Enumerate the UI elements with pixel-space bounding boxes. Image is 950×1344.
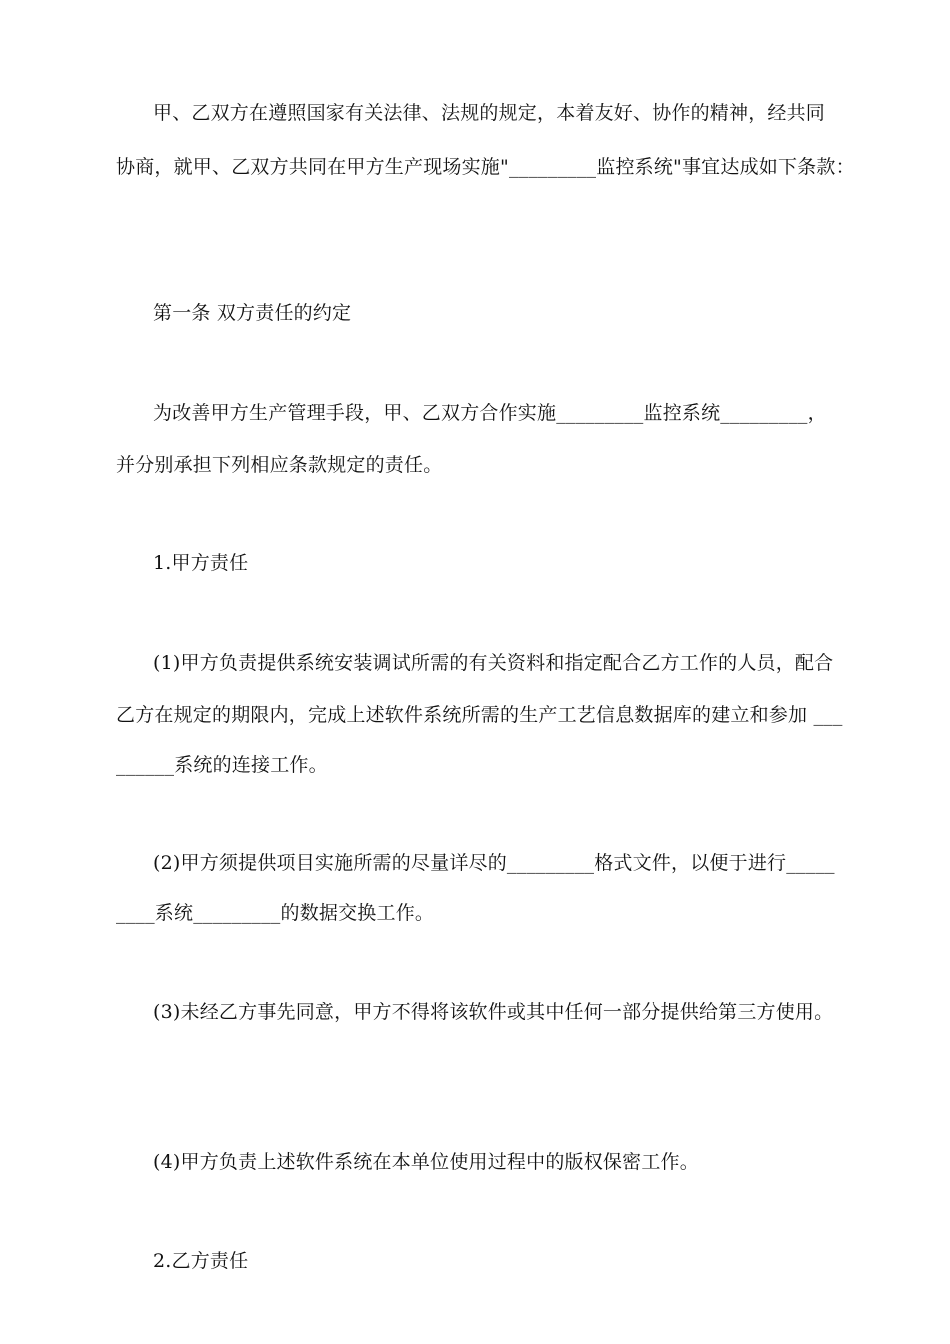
item-2-line-2: ____系统_________的数据交换工作。	[116, 902, 435, 924]
item-3-line-1: (3)未经乙方事先同意，甲方不得将该软件或其中任何一部分提供给第三方使用。	[153, 1001, 834, 1023]
party-a-responsibility-heading: 1.甲方责任	[153, 552, 249, 574]
item-1-line-1: (1)甲方负责提供系统安装调试所需的有关资料和指定配合乙方工作的人员，配合	[153, 652, 834, 674]
item-1-line-3: ______系统的连接工作。	[116, 754, 328, 776]
article-1-paragraph-line-1: 为改善甲方生产管理手段，甲、乙双方合作实施_________监控系统_________，	[153, 402, 827, 424]
article-1-paragraph-line-2: 并分别承担下列相应条款规定的责任。	[116, 454, 443, 476]
intro-paragraph-line-1: 甲、乙双方在遵照国家有关法律、法规的规定，本着友好、协作的精神，经共同	[153, 102, 826, 124]
intro-paragraph-line-2: 协商，就甲、乙双方共同在甲方生产现场实施"_________监控系统"事宜达成如下条款：	[116, 156, 855, 178]
article-1-heading: 第一条 双方责任的约定	[153, 302, 352, 324]
item-2-line-1: (2)甲方须提供项目实施所需的尽量详尽的_________格式文件，以便于进行_____	[153, 852, 835, 874]
item-1-line-2: 乙方在规定的期限内，完成上述软件系统所需的生产工艺信息数据库的建立和参加 ___	[116, 704, 843, 726]
party-b-responsibility-heading: 2.乙方责任	[153, 1250, 249, 1272]
item-4-line-1: (4)甲方负责上述软件系统在本单位使用过程中的版权保密工作。	[153, 1151, 699, 1173]
